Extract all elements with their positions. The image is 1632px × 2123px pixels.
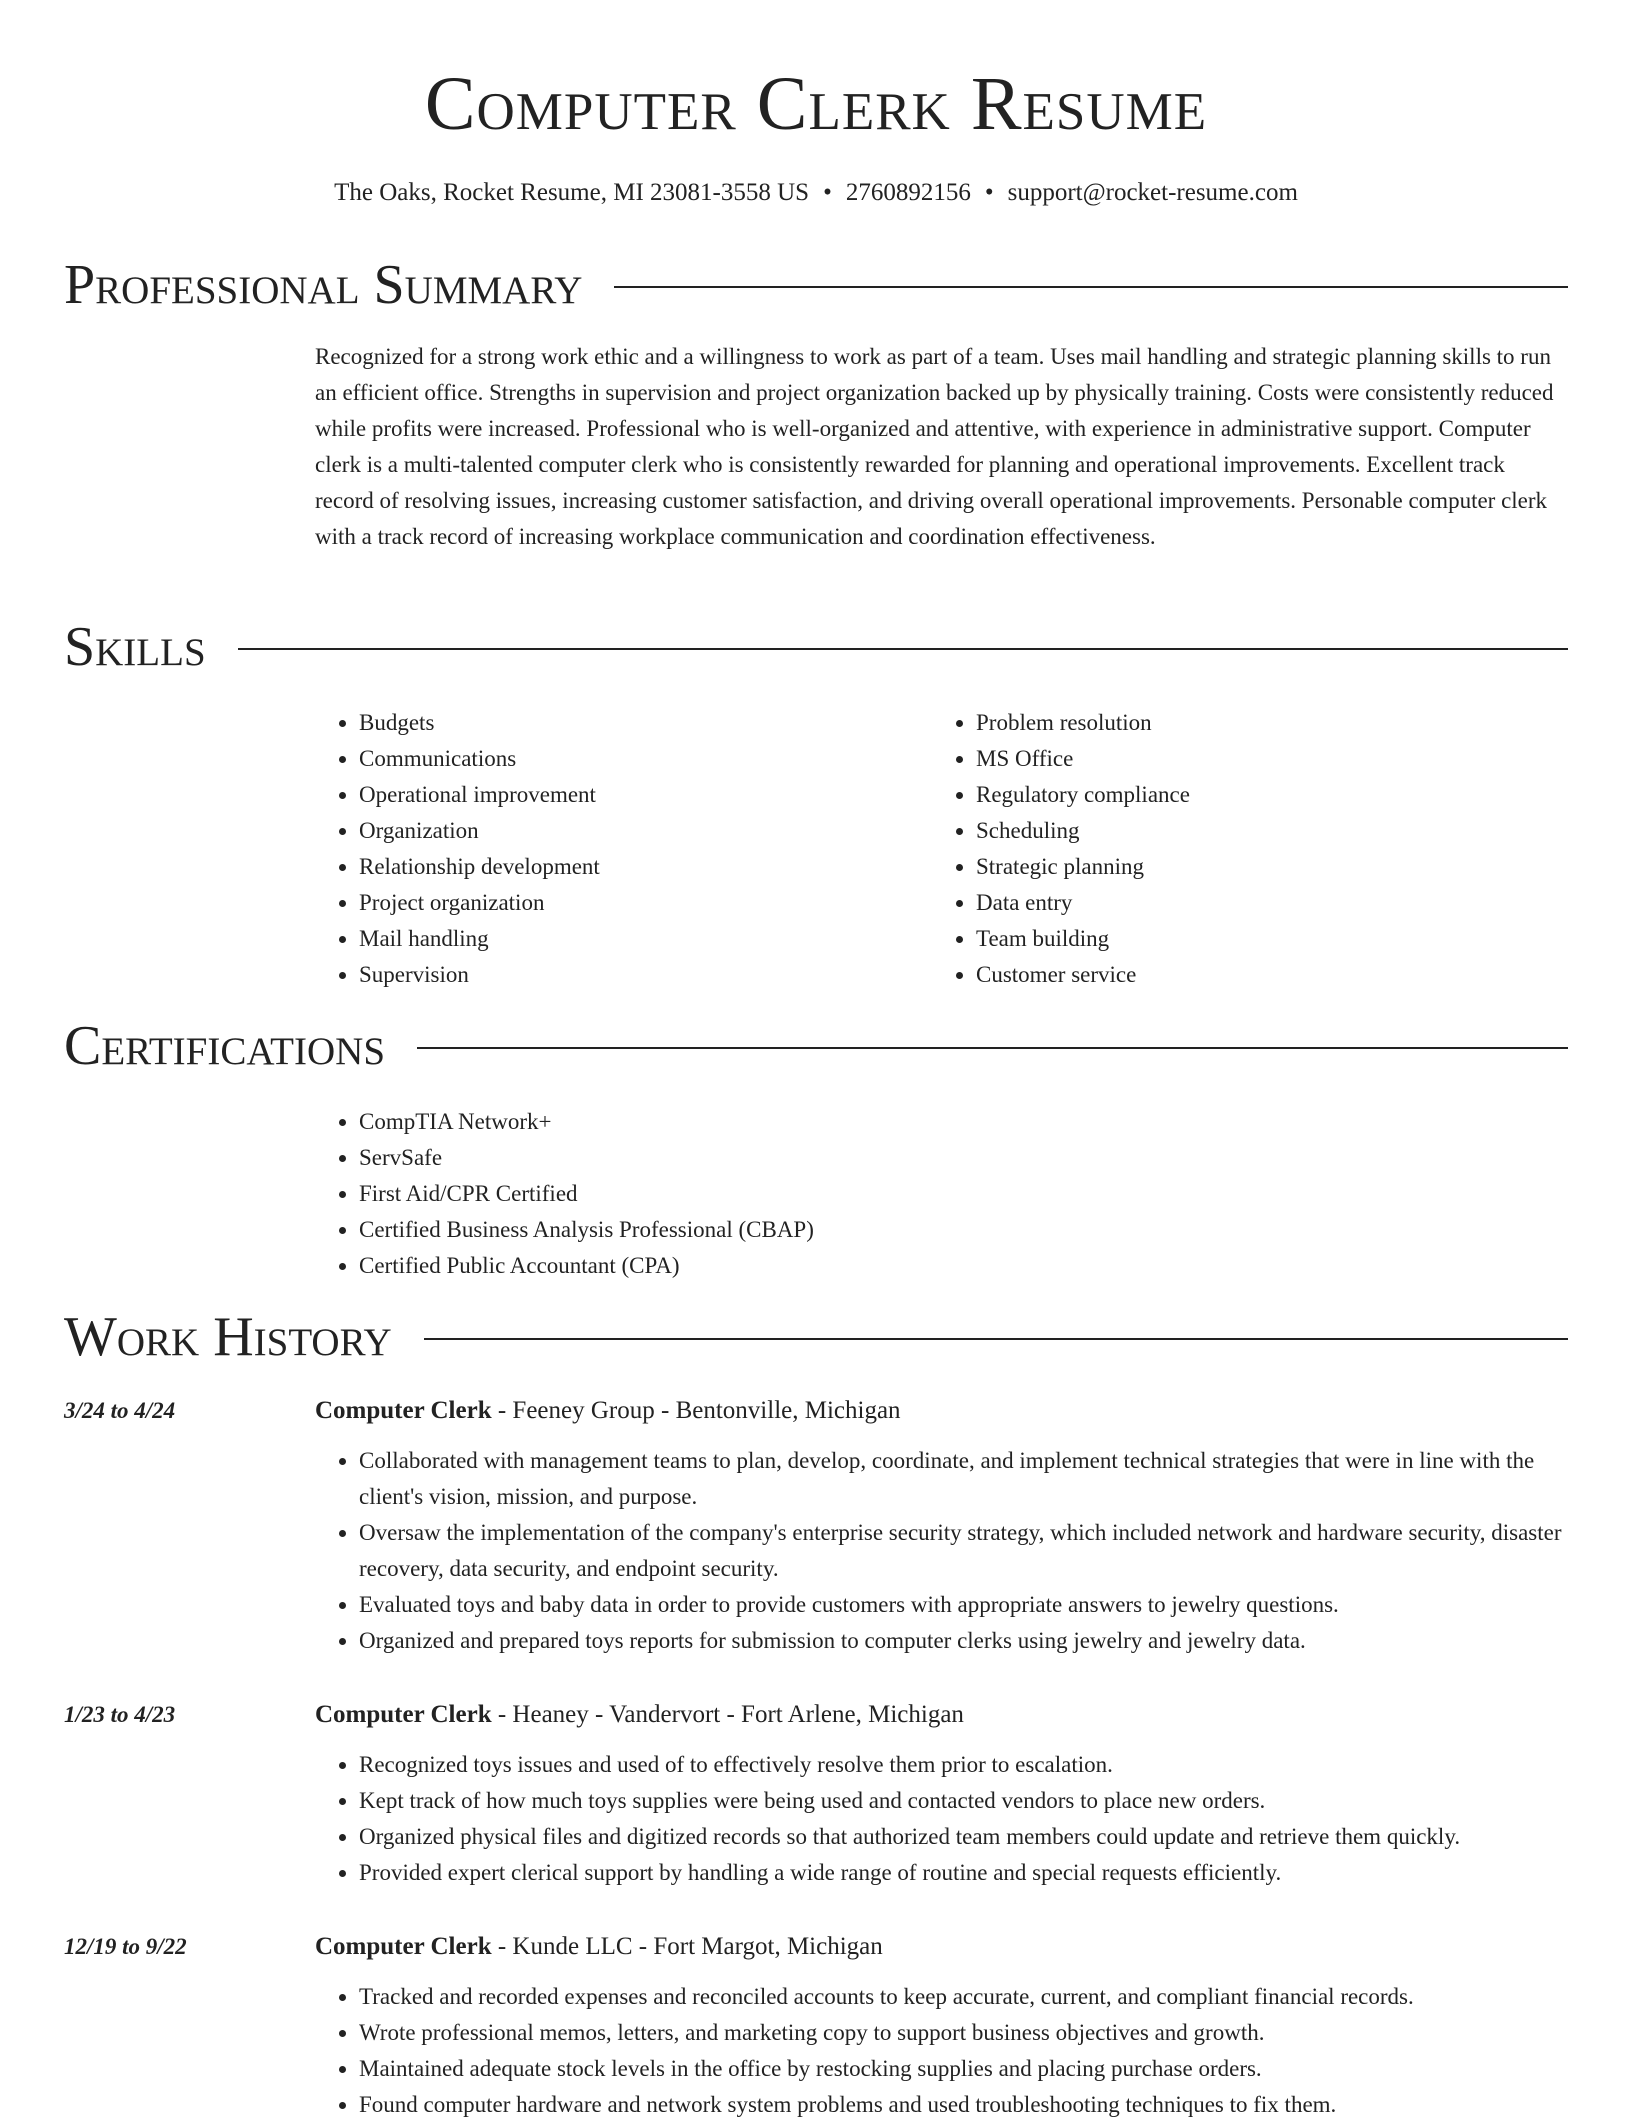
contact-line: [0, 178, 1632, 208]
skill-item: • Supervision: [359, 957, 932, 993]
work-history-heading: [64, 1305, 1568, 1369]
skills-list-right: [932, 705, 1549, 993]
job-bullet: • Evaluated toys and baby data in order to provide customers with appropriate answers to jewelry questions.: [359, 1587, 1568, 1623]
job-role: Computer Clerk: [315, 1397, 492, 1424]
job-block: [64, 1393, 1568, 1659]
skill-item: • Problem resolution: [976, 705, 1549, 741]
job-bullet: • Wrote professional memos, letters, and marketing copy to support business objectives and growth.: [359, 2015, 1568, 2051]
contact-phone: 2760892156: [845, 179, 971, 206]
skill-item: • Mail handling: [359, 921, 932, 957]
contact-email: support@rocket-resume.com: [1007, 179, 1298, 206]
skills-title: Skills: [64, 616, 206, 678]
certification-item: • Certified Public Accountant (CPA): [359, 1248, 1568, 1284]
job-dates: 3/24 to 4/24: [64, 1398, 176, 1423]
skill-item: • Project organization: [359, 885, 932, 921]
skill-item: • Customer service: [976, 957, 1549, 993]
skill-item: • Regulatory compliance: [976, 777, 1549, 813]
job-bullet-list: [315, 1747, 1568, 1891]
job-bullet: • Oversaw the implementation of the company's enterprise security strategy, which included network and hardware security, disaster recovery, data security, and endpoint security.: [359, 1515, 1568, 1587]
contact-separator: •: [823, 179, 832, 206]
job-company: - Heaney - Vandervort - Fort Arlene, Michigan: [491, 1701, 964, 1728]
job-entry: [64, 1697, 1568, 1891]
summary-title: Professional Summary: [64, 254, 583, 316]
certifications-body: [315, 1104, 1568, 1284]
certifications-list: [315, 1104, 1568, 1284]
job-dates: 1/23 to 4/23: [64, 1702, 176, 1727]
job-bullet-list: [315, 1443, 1568, 1659]
job-bullets: [315, 1979, 1568, 2123]
skill-item: • Budgets: [359, 705, 932, 741]
skills-column-right: [932, 705, 1549, 993]
section-divider: [417, 1047, 1568, 1049]
certifications-section: [64, 1014, 1568, 1284]
certification-item: • Certified Business Analysis Professional (CBAP): [359, 1212, 1568, 1248]
skill-item: • Operational improvement: [359, 777, 932, 813]
job-company: - Feeney Group - Bentonville, Michigan: [491, 1397, 901, 1424]
work-history-title: Work History: [64, 1306, 392, 1368]
skill-item: • Data entry: [976, 885, 1549, 921]
skill-item: • Communications: [359, 741, 932, 777]
certification-item: • ServSafe: [359, 1140, 1568, 1176]
job-bullets: [315, 1747, 1568, 1891]
job-bullet: • Organized and prepared toys reports for submission to computer clerks using jewelry and jewelry data.: [359, 1623, 1568, 1659]
skill-item: • Team building: [976, 921, 1549, 957]
skills-section: [64, 615, 1568, 993]
skills-column-left: [315, 705, 932, 993]
job-block: [64, 1697, 1568, 1891]
skills-list-left: [315, 705, 932, 993]
skills-heading: [64, 615, 1568, 679]
job-dates: 12/19 to 9/22: [64, 1934, 187, 1959]
summary-section: [64, 253, 1568, 555]
job-bullet: • Kept track of how much toys supplies were being used and contacted vendors to place new orders.: [359, 1783, 1568, 1819]
job-role: Computer Clerk: [315, 1701, 492, 1728]
section-divider: [614, 286, 1568, 288]
skills-grid: [315, 705, 1568, 993]
job-bullet: • Organized physical files and digitized records so that authorized team members could update and retrieve them quickly.: [359, 1819, 1568, 1855]
certifications-title: Certifications: [64, 1015, 386, 1077]
skill-item: • Relationship development: [359, 849, 932, 885]
job-bullet-list: [315, 1979, 1568, 2123]
job-bullet: • Recognized toys issues and used of to effectively resolve them prior to escalation.: [359, 1747, 1568, 1783]
summary-text: Recognized for a strong work ethic and a willingness to work as part of a team. Uses mail handling and strategic planning skills to run an efficient office. Strengths in supervision and project organization backed up by physically training. Costs were consistently reduced while profits were increased. Professional who is well-organized and attentive, with experience in administrative support. Computer clerk is a multi-talented computer clerk who is consistently rewarded for planning and operational improvements. Excellent track record of resolving issues, increasing customer satisfaction, and driving overall operational improvements. Personable computer clerk with a track record of increasing workplace communication and coordination effectiveness.: [315, 344, 1554, 549]
section-divider: [424, 1338, 1568, 1340]
job-entry: [64, 1393, 1568, 1659]
resume-name: Computer Clerk Resume: [424, 62, 1208, 146]
job-block: [64, 1929, 1568, 2123]
job-entry: [64, 1929, 1568, 2123]
job-bullets: [315, 1443, 1568, 1659]
skill-item: • Scheduling: [976, 813, 1549, 849]
contact-separator: •: [984, 179, 994, 206]
job-bullet: • Collaborated with management teams to plan, develop, coordinate, and implement technical strategies that were in line with the client's vision, mission, and purpose.: [359, 1443, 1568, 1515]
work-history-section: [64, 1305, 1568, 1369]
skill-item: • MS Office: [976, 741, 1549, 777]
job-bullet: • Found computer hardware and network system problems and used troubleshooting techniques to fix them.: [359, 2087, 1568, 2123]
skill-item: • Organization: [359, 813, 932, 849]
certifications-heading: [64, 1014, 1568, 1078]
certification-item: • First Aid/CPR Certified: [359, 1176, 1568, 1212]
certification-item: • CompTIA Network+: [359, 1104, 1568, 1140]
contact-address: The Oaks, Rocket Resume, MI 23081-3558 US: [334, 179, 810, 206]
job-role: Computer Clerk: [315, 1933, 492, 1960]
job-bullet: • Provided expert clerical support by handling a wide range of routine and special requests efficiently.: [359, 1855, 1568, 1891]
section-divider: [238, 648, 1568, 650]
job-company: - Kunde LLC - Fort Margot, Michigan: [491, 1933, 883, 1960]
job-bullet: • Tracked and recorded expenses and reconciled accounts to keep accurate, current, and compliant financial records.: [359, 1979, 1568, 2015]
job-title: [315, 1697, 1568, 1733]
skill-item: • Strategic planning: [976, 849, 1549, 885]
summary-heading: [64, 253, 1568, 317]
job-title: [315, 1929, 1568, 1965]
job-title: [315, 1393, 1568, 1429]
job-bullet: • Maintained adequate stock levels in the office by restocking supplies and placing purchase orders.: [359, 2051, 1568, 2087]
